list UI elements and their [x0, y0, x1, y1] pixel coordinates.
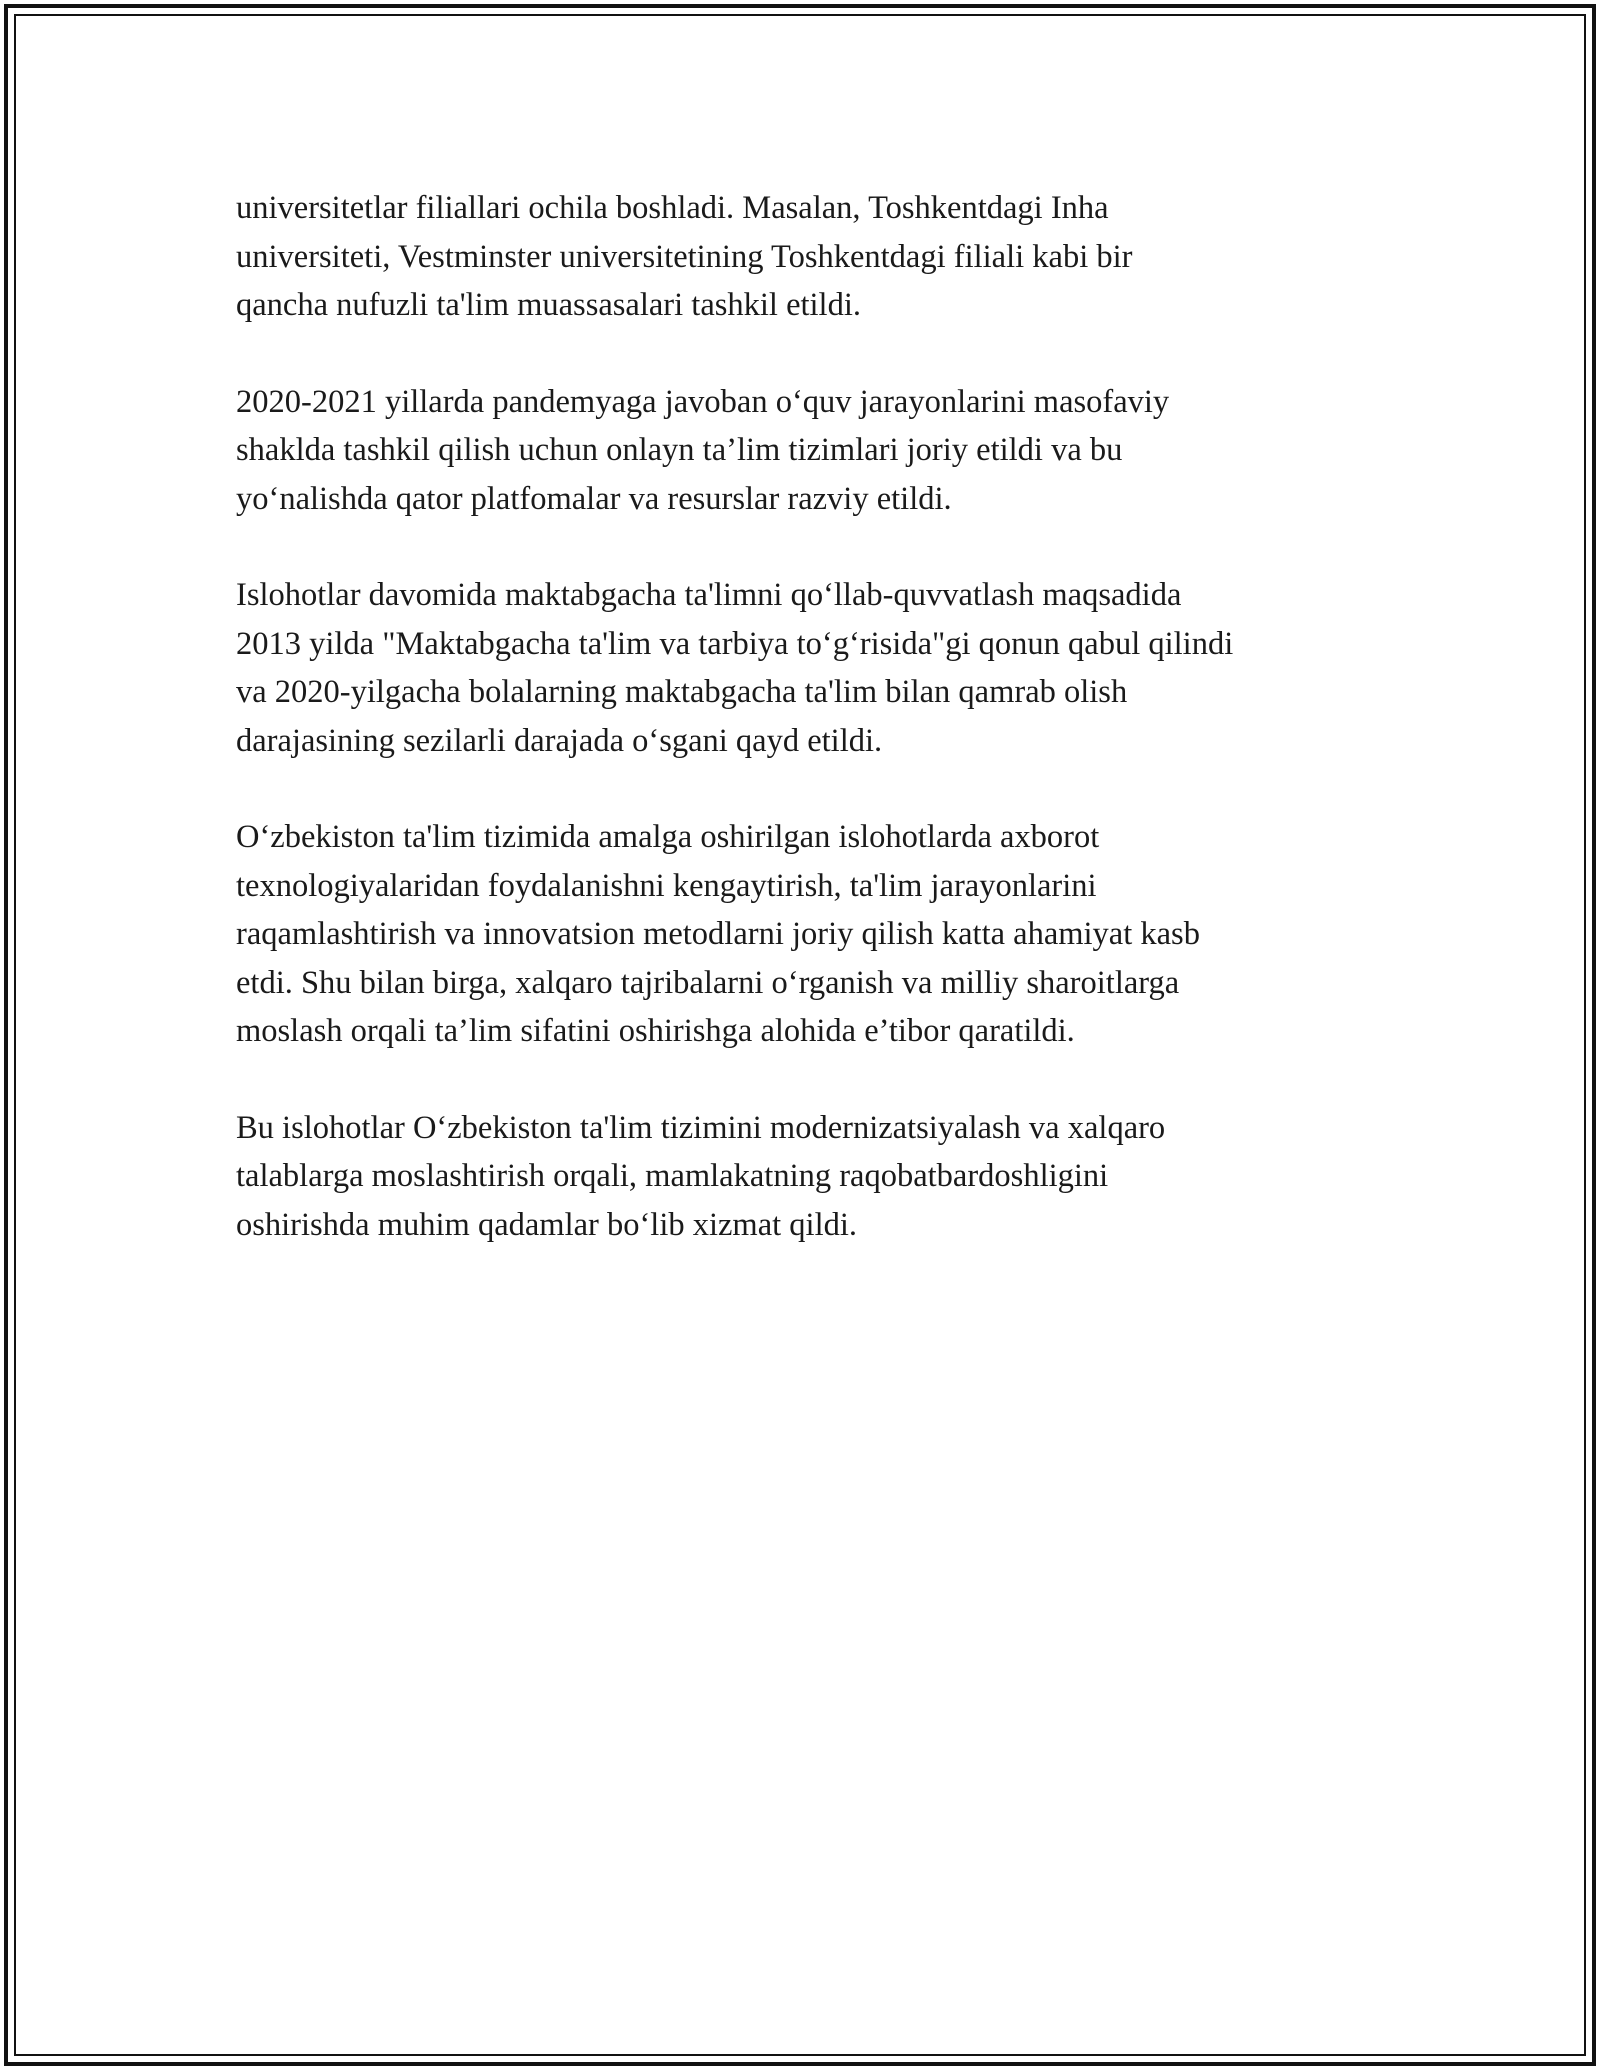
paragraph-conclusion: Bu islohotlar O‘zbekiston ta'lim tizimini modernizatsiyalash va xalqaro talablarga moslashtirish orqali, mamlakatning raqobatbardoshligini oshirishda muhim qadamlar bo‘lib xizmat qildi.	[236, 1109, 1166, 1243]
paragraph-universities: universitetlar filiallari ochila boshladi. Masalan, Toshkentdagi Inha universiteti, Vestminster universitetining Toshkentdagi filiali kabi bir qancha nufuzli ta'lim muassasalari tashkil etildi.	[236, 190, 1133, 323]
paragraph-online-education: 2020-2021 yillarda pandemyaga javoban o‘quv jarayonlarini masofaviy shaklda tashkil qilish uchun onlayn ta’lim tizimlari joriy etildi va bu yo‘nalishda qator platfomalar va resurslar razviy etildi.	[236, 383, 1170, 517]
document-body	[236, 184, 1376, 1297]
paragraph-digitalization: O‘zbekiston ta'lim tizimida amalga oshirilgan islohotlarda axborot texnologiyalaridan foydalanishni kengaytirish, ta'lim jarayonlarini raqamlashtirish va innovatsion metodlarni joriy qilish katta ahamiyat kasb etdi. Shu bilan birga, xalqaro tajribalarni o‘rganish va milliy sharoitlarga moslash orqali ta’lim sifatini oshirishga alohida e’tibor qaratildi.	[236, 819, 1200, 1049]
paragraph-preschool-education: Islohotlar davomida maktabgacha ta'limni qo‘llab-quvvatlash maqsadida 2013 yilda "Maktabgacha ta'lim va tarbiya to‘g‘risida"gi qonun qabul qilindi va 2020-yilgacha bolalarning maktabgacha ta'lim bilan qamrab olish darajasining sezilarli darajada o‘sgani qayd etildi.	[236, 577, 1234, 759]
